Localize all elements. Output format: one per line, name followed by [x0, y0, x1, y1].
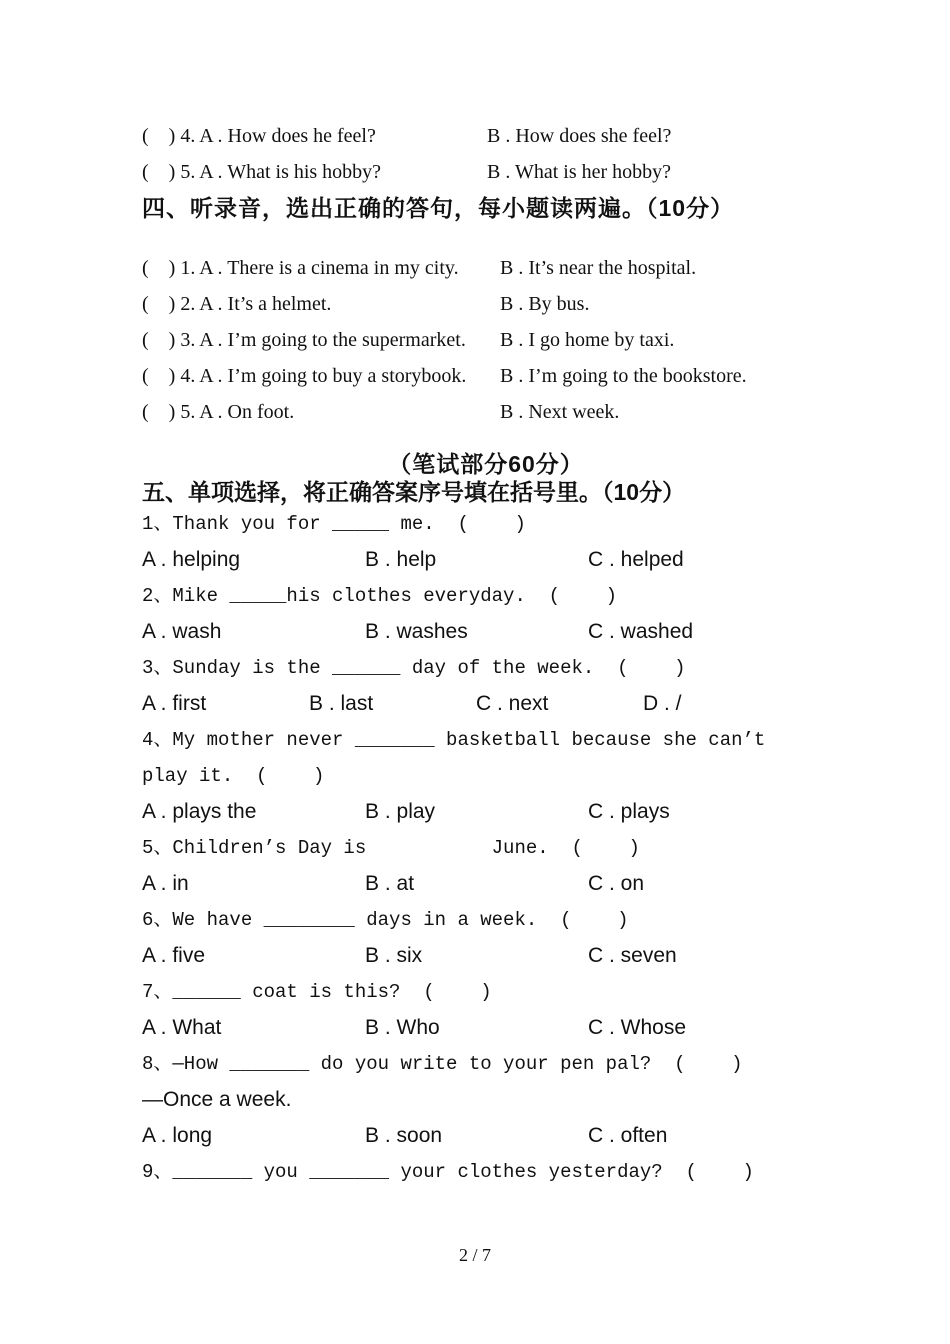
choice-a-text: ( ) 5. A . What is his hobby?	[142, 161, 382, 183]
options-row	[142, 542, 830, 578]
question-line: 4、My mother never _______ basketball because she can’t	[142, 729, 766, 751]
options-row	[142, 938, 830, 974]
options-row	[142, 1010, 830, 1046]
question-line: 7、______ coat is this? ( )	[142, 981, 492, 1003]
question-5	[142, 830, 830, 902]
listening-answer-row	[142, 394, 830, 430]
question-2	[142, 578, 830, 650]
question-line: 8、—How _______ do you write to your pen pal? ( )	[142, 1053, 743, 1075]
option: B . play	[365, 800, 436, 823]
options-row	[142, 686, 830, 722]
choice-a-text: ( ) 2. A . It’s a helmet.	[142, 293, 332, 315]
choice-b-text: B . I go home by taxi.	[500, 329, 675, 351]
option: C . washed	[588, 620, 694, 643]
option: A . first	[142, 692, 207, 715]
option: A . plays the	[142, 800, 257, 823]
choice-b-text: B . By bus.	[500, 293, 590, 315]
option: B . at	[365, 872, 415, 895]
option: A . helping	[142, 548, 241, 571]
option: B . last	[309, 692, 374, 715]
section4-items	[142, 250, 830, 430]
question-4	[142, 722, 830, 830]
options-row	[142, 866, 830, 902]
choice-b-text: B . What is her hobby?	[487, 161, 672, 183]
option: B . six	[365, 944, 423, 967]
listening-answer-row	[142, 118, 830, 154]
question-line-continued: play it. ( )	[142, 765, 325, 787]
option: B . soon	[365, 1124, 443, 1147]
question-7	[142, 974, 830, 1046]
question-line: 6、We have ________ days in a week. ( )	[142, 909, 629, 931]
option: C . helped	[588, 548, 684, 571]
question-9	[142, 1154, 830, 1190]
option: D . /	[643, 692, 682, 715]
option: B . help	[365, 548, 437, 571]
option: A . five	[142, 944, 206, 967]
choice-a-text: ( ) 4. A . I’m going to buy a storybook.	[142, 365, 467, 387]
question-line: 2、Mike _____his clothes everyday. ( )	[142, 585, 618, 607]
option: A . What	[142, 1016, 222, 1039]
option: C . often	[588, 1124, 668, 1147]
option: C . Whose	[588, 1016, 687, 1039]
choice-b-text: B . How does she feel?	[487, 125, 672, 147]
question-line: 5、Children’s Day is June. ( )	[142, 837, 640, 859]
listening-answer-row	[142, 322, 830, 358]
question-line: 1、Thank you for _____ me. ( )	[142, 513, 526, 535]
question-8	[142, 1046, 830, 1154]
options-row	[142, 614, 830, 650]
section4-heading: 四、听录音，选出正确的答句，每小题读两遍。（10分）	[142, 195, 735, 221]
choice-b-text: B . It’s near the hospital.	[500, 257, 697, 279]
option: A . long	[142, 1124, 213, 1147]
option: A . wash	[142, 620, 222, 643]
choice-a-text: ( ) 5. A . On foot.	[142, 401, 295, 423]
question-line: 9、_______ you _______ your clothes yesterday? ( )	[142, 1161, 754, 1183]
question-reply-line: —Once a week.	[142, 1088, 292, 1111]
listening-answer-row	[142, 286, 830, 322]
question-6	[142, 902, 830, 974]
page-number: 2 / 7	[458, 1245, 491, 1265]
choice-a-text: ( ) 3. A . I’m going to the supermarket.	[142, 329, 466, 351]
option: C . on	[588, 872, 645, 895]
option: B . Who	[365, 1016, 440, 1039]
option: A . in	[142, 872, 189, 895]
choice-a-text: ( ) 1. A . There is a cinema in my city.	[142, 257, 459, 279]
option: C . plays	[588, 800, 670, 823]
listening-answer-row	[142, 358, 830, 394]
question-line: 3、Sunday is the ______ day of the week. ( )	[142, 657, 686, 679]
choice-a-text: ( ) 4. A . How does he feel?	[142, 125, 376, 147]
choice-b-text: B . I’m going to the bookstore.	[500, 365, 747, 387]
section5-heading: 五、单项选择，将正确答案序号填在括号里。（10分）	[142, 479, 686, 505]
options-row	[142, 794, 830, 830]
listening-answer-row	[142, 250, 830, 286]
options-row	[142, 1118, 830, 1154]
question-1	[142, 506, 830, 578]
option: C . seven	[588, 944, 677, 967]
question-3	[142, 650, 830, 722]
written-part-title: （笔试部分60分）	[388, 451, 584, 477]
choice-b-text: B . Next week.	[500, 401, 620, 423]
listening-answer-row	[142, 154, 830, 190]
option: B . washes	[365, 620, 468, 643]
option: C . next	[476, 692, 549, 715]
